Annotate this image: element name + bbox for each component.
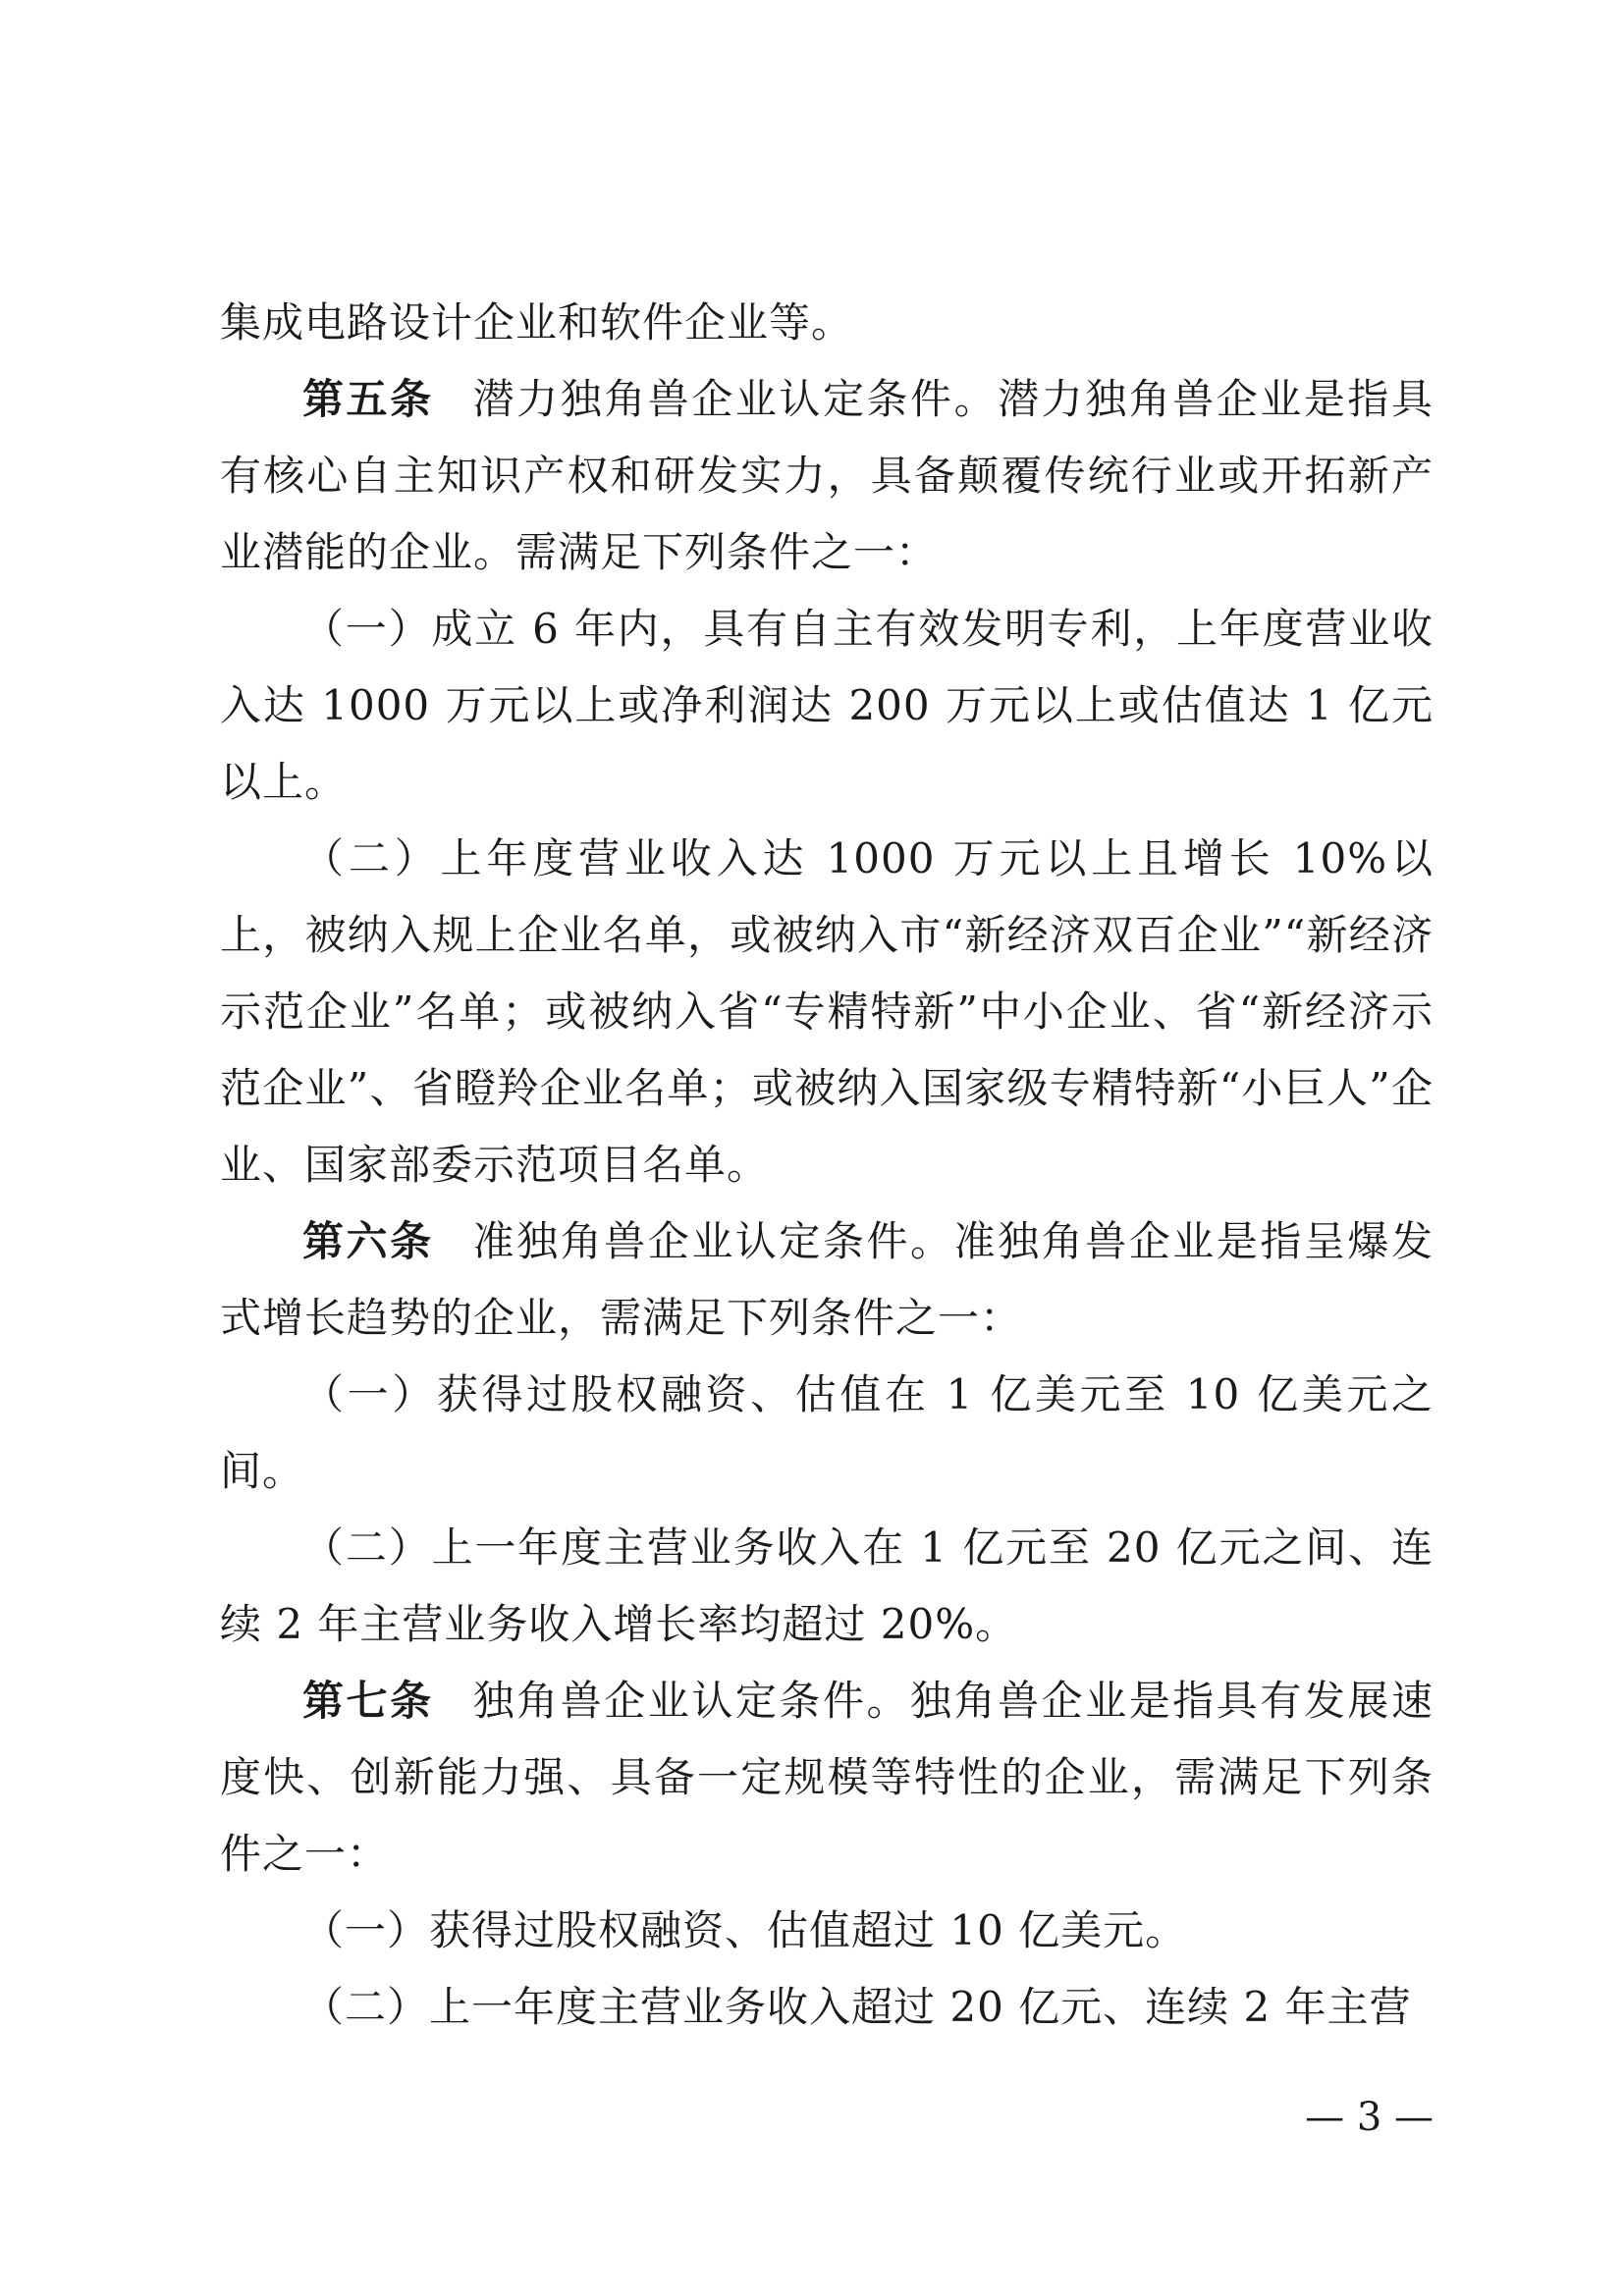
- paragraph-text: 集成电路设计企业和软件企业等。: [220, 298, 854, 347]
- article-7-heading: 第七条: [302, 1677, 434, 1725]
- item-text: （二）上一年度主营业务收入超过 20 亿元、连续 2 年主营: [302, 1983, 1412, 2031]
- article-6-item-1: [220, 1357, 1434, 1510]
- page-number: — 3 —: [1305, 2095, 1434, 2140]
- article-5-item-2: [220, 821, 1434, 1203]
- article-5-text: 潜力独角兽企业认定条件。潜力独角兽企业是指具有核心自主知识产权和研发实力，具备颠覆传统行业或开拓新产业潜能的企业。需满足下列条件之一：: [220, 375, 1434, 576]
- item-text: （一）成立 6 年内，具有自主有效发明专利，上年度营业收入达 1000 万元以上或净利润达 200 万元以上或估值达 1 亿元以上。: [220, 605, 1434, 806]
- article-6-item-2: [220, 1510, 1434, 1663]
- article-5-paragraph: [220, 361, 1434, 591]
- item-text: （一）获得过股权融资、估值超过 10 亿美元。: [302, 1906, 1188, 1954]
- article-5-heading: 第五条: [302, 375, 434, 423]
- article-7-item-2: [220, 1969, 1434, 2046]
- article-7-paragraph: [220, 1663, 1434, 1893]
- item-text: （二）上年度营业收入达 1000 万元以上且增长 10%以上，被纳入规上企业名单，或被纳入市“新经济双百企业”“新经济示范企业”名单；或被纳入省“专精特新”中小企业、省“新经济示范企业”、省瞪羚企业名单；或被纳入国家级专精特新“小巨人”企业、国家部委示范项目名单。: [220, 834, 1434, 1189]
- document-body: [220, 285, 1434, 2046]
- item-text: （二）上一年度主营业务收入在 1 亿元至 20 亿元之间、连续 2 年主营业务收入增长率均超过 20%。: [220, 1523, 1434, 1648]
- article-7-item-1: [220, 1893, 1434, 1969]
- article-7-text: 独角兽企业认定条件。独角兽企业是指具有发展速度快、创新能力强、具备一定规模等特性的企业，需满足下列条件之一：: [220, 1677, 1434, 1878]
- paragraph-continuation: [220, 285, 1434, 361]
- article-6-heading: 第六条: [302, 1217, 434, 1265]
- article-6-text: 准独角兽企业认定条件。准独角兽企业是指呈爆发式增长趋势的企业，需满足下列条件之一：: [220, 1217, 1434, 1342]
- article-6-paragraph: [220, 1203, 1434, 1357]
- article-5-item-1: [220, 591, 1434, 821]
- item-text: （一）获得过股权融资、估值在 1 亿美元至 10 亿美元之间。: [220, 1370, 1434, 1495]
